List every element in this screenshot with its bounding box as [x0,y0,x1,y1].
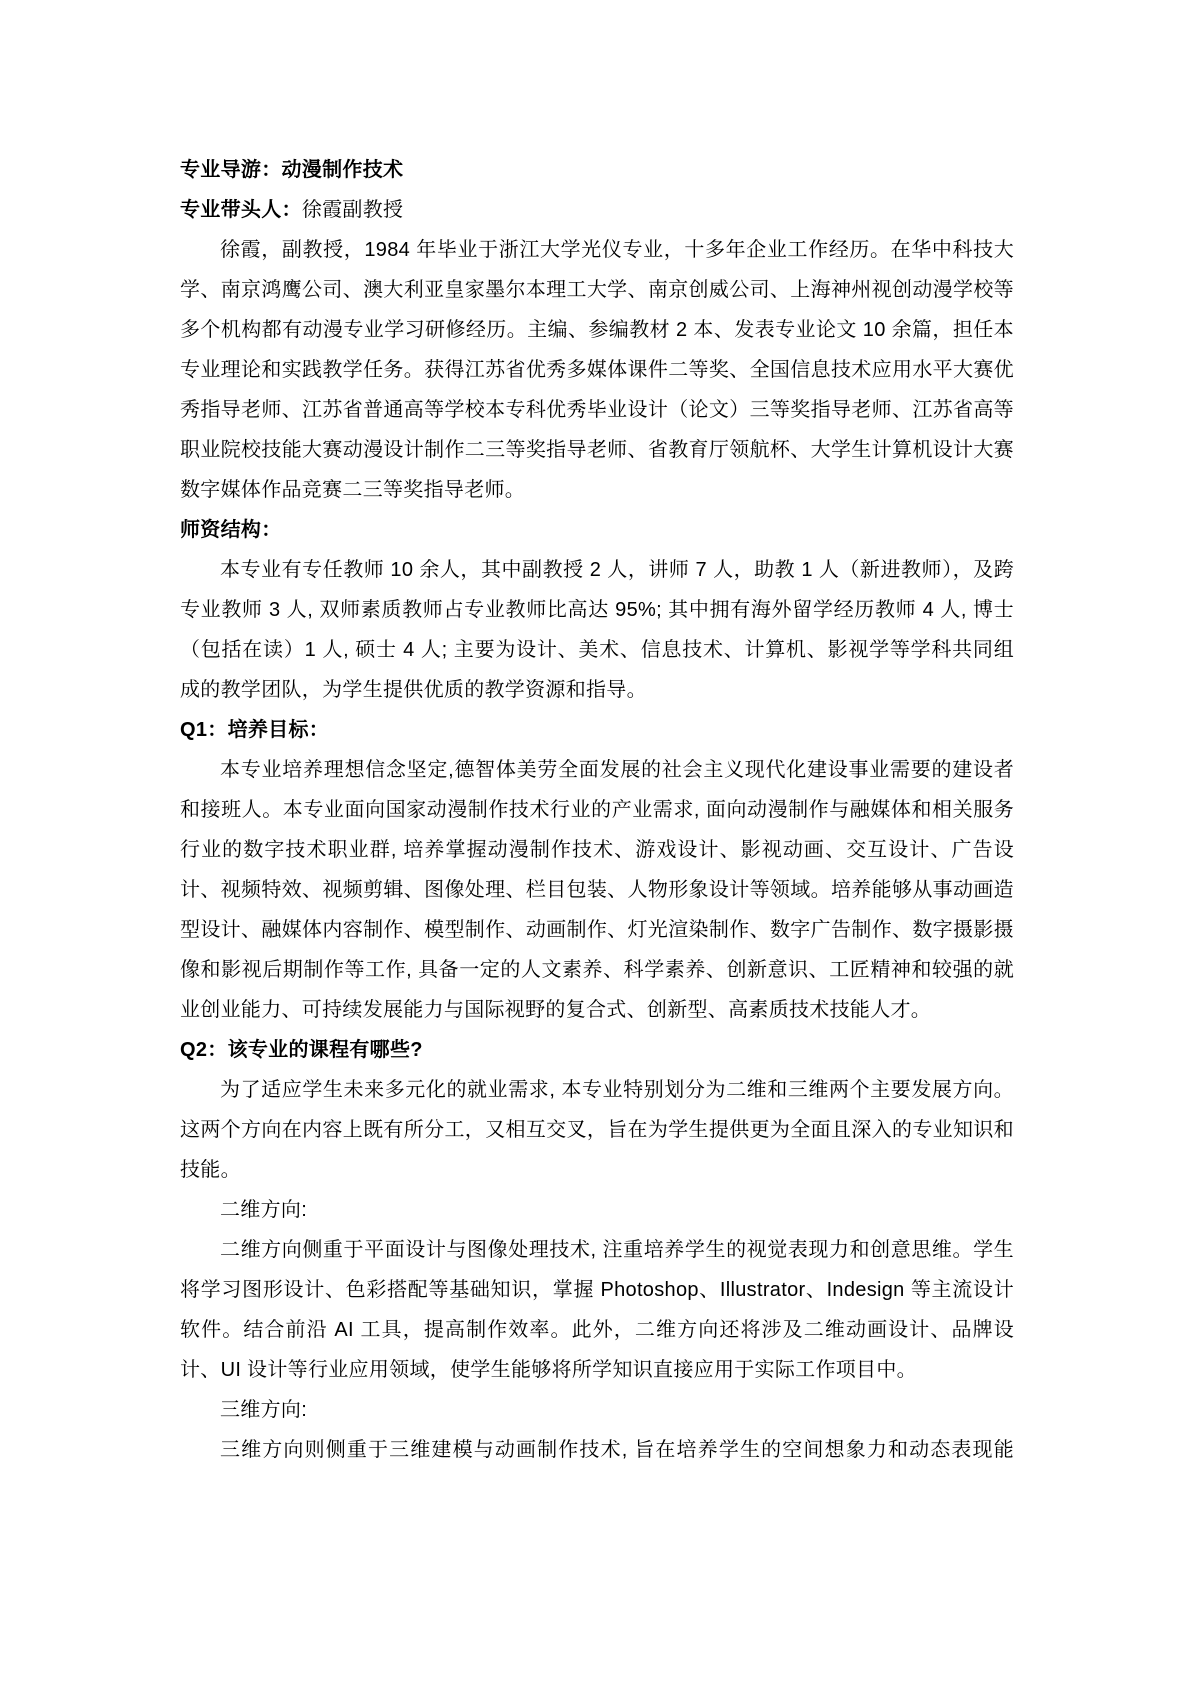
leader-label: 专业带头人： [180,199,302,221]
leader-line [180,190,1014,230]
paragraph-3d-direction: 三维方向则侧重于三维建模与动画制作技术, 旨在培养学生的空间想象力和动态表现能 [220,1439,1014,1461]
paragraph-q1: 本专业培养理想信念坚定,德智体美劳全面发展的社会主义现代化建设事业需要的建设者和接班人。本专业面向国家动漫制作技术行业的产业需求, 面向动漫制作与融媒体和相关服务行业的数字技术职业群, 培养掌握动漫制作技术、游戏设计、影视动画、交互设计、广告设计、视频特效、视频剪辑、图像处理、栏目包装、人物形象设计等领域。培养能够从事动画造型设计、融媒体内容制作、模型制作、动画制作、灯光渲染制作、数字广告制作、数字摄影摄像和影视后期制作等工作, 具备一定的人文素养、科学素养、创新意识、工匠精神和较强的就业创业能力、可持续发展能力与国际视野的复合式、创新型、高素质技术技能人才。 [180,759,1014,1021]
heading-q1-training-goal: Q1：培养目标： [180,719,330,741]
label-2d-direction: 二维方向: [220,1199,308,1221]
label-3d-direction: 三维方向: [220,1399,308,1421]
document-body [180,150,1014,1470]
heading-q2-courses: Q2：该专业的课程有哪些? [180,1039,423,1061]
paragraph-faculty: 本专业有专任教师 10 余人，其中副教授 2 人，讲师 7 人，助教 1 人（新进教师），及跨专业教师 3 人, 双师素质教师占专业教师比高达 95%; 其中拥有海外留学经历教师 4 人, 博士（包括在读）1 人, 硕士 4 人; 主要为设计、美术、信息技术、计算机、影视学等学科共同组成的教学团队，为学生提供优质的教学资源和指导。 [180,559,1014,701]
paragraph-2d-direction: 二维方向侧重于平面设计与图像处理技术, 注重培养学生的视觉表现力和创意思维。学生将学习图形设计、色彩搭配等基础知识，掌握 Photoshop、Illustrator、Indesign 等主流设计软件。结合前沿 AI 工具，提高制作效率。此外，二维方向还将涉及二维动画设计、品牌设计、UI 设计等行业应用领域，使学生能够将所学知识直接应用于实际工作项目中。 [180,1239,1014,1381]
leader-value: 徐霞副教授 [301,199,404,221]
heading-faculty-structure: 师资结构： [180,519,282,541]
paragraph-bio: 徐霞，副教授，1984 年毕业于浙江大学光仪专业，十多年企业工作经历。在华中科技大学、南京鸿鹰公司、澳大利亚皇家墨尔本理工大学、南京创威公司、上海神州视创动漫学校等多个机构都有动漫专业学习研修经历。主编、参编教材 2 本、发表专业论文 10 余篇，担任本专业理论和实践教学任务。获得江苏省优秀多媒体课件二等奖、全国信息技术应用水平大赛优秀指导老师、江苏省普通高等学校本专科优秀毕业设计（论文）三等奖指导老师、江苏省高等职业院校技能大赛动漫设计制作二三等奖指导老师、省教育厅领航杯、大学生计算机设计大赛数字媒体作品竞赛二三等奖指导老师。 [180,239,1014,501]
paragraph-q2-intro: 为了适应学生未来多元化的就业需求, 本专业特别划分为二维和三维两个主要发展方向。这两个方向在内容上既有所分工，又相互交叉，旨在为学生提供更为全面且深入的专业知识和技能。 [180,1079,1014,1181]
page-title: 专业导游：动漫制作技术 [180,159,404,181]
